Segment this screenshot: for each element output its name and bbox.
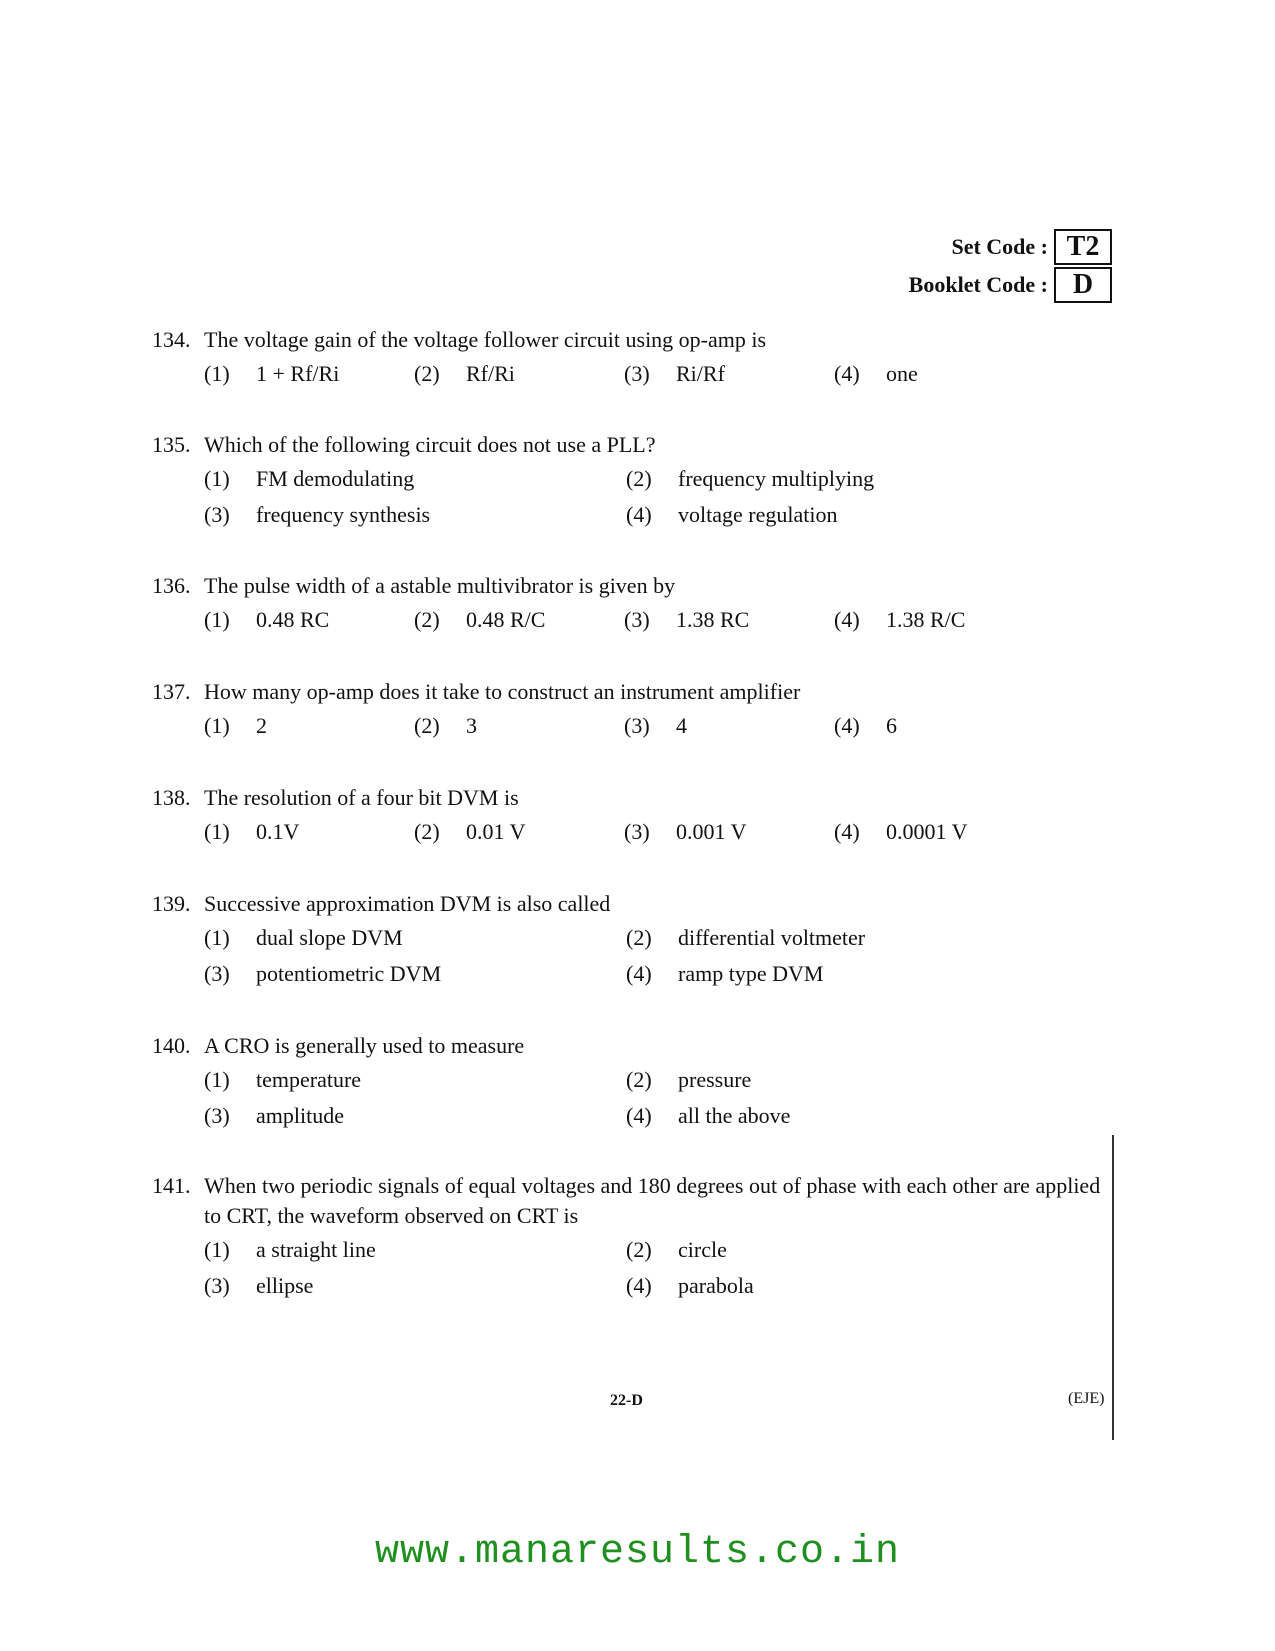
answer-option	[204, 711, 414, 741]
option-number: (4)	[834, 819, 860, 844]
set-code-label: Set Code :	[951, 234, 1048, 259]
option-text: 0.48 RC	[256, 607, 330, 632]
question-stem	[152, 1171, 1122, 1231]
question-text: A CRO is generally used to measure	[204, 1033, 525, 1058]
question-text: Which of the following circuit does not use a PLL?	[204, 432, 656, 457]
question	[152, 1031, 1122, 1131]
watermark-url: www.manaresults.co.in	[374, 1530, 901, 1575]
option-text: amplitude	[256, 1103, 344, 1128]
answer-option	[204, 1235, 626, 1265]
question-text: How many op-amp does it take to construct an instrument amplifier	[204, 679, 801, 704]
option-text: ramp type DVM	[678, 961, 824, 986]
question-stem	[152, 430, 1122, 460]
answer-option	[624, 359, 834, 389]
option-number: (4)	[626, 1273, 652, 1298]
question-stem	[152, 677, 1122, 707]
question-stem	[152, 889, 1122, 919]
option-number: (2)	[414, 713, 440, 738]
option-text: 1 + Rf/Ri	[256, 361, 340, 386]
question	[152, 889, 1122, 989]
question	[152, 571, 1122, 635]
option-number: (3)	[204, 502, 230, 527]
question-stem	[152, 325, 1122, 355]
answer-option	[626, 500, 1026, 530]
answer-option	[204, 464, 626, 494]
option-text: 3	[466, 713, 477, 738]
option-list	[204, 711, 1122, 741]
option-list	[204, 605, 1122, 635]
option-number: (1)	[204, 925, 230, 950]
option-number: (1)	[204, 466, 230, 491]
option-text: 0.1V	[256, 819, 300, 844]
answer-option	[624, 711, 834, 741]
answer-option	[834, 711, 1044, 741]
code-header	[909, 228, 1112, 304]
question-stem	[152, 1031, 1122, 1061]
option-number: (1)	[204, 607, 230, 632]
option-number: (1)	[204, 713, 230, 738]
option-text: 2	[256, 713, 267, 738]
answer-option	[204, 817, 414, 847]
question-text: The voltage gain of the voltage follower circuit using op-amp is	[204, 327, 767, 352]
option-number: (1)	[204, 819, 230, 844]
option-number: (3)	[624, 607, 650, 632]
set-code-box: T2	[1054, 229, 1112, 265]
option-text: frequency synthesis	[256, 502, 431, 527]
question-stem	[152, 783, 1122, 813]
option-number: (2)	[414, 819, 440, 844]
question	[152, 1171, 1122, 1301]
answer-option	[624, 605, 834, 635]
option-number: (2)	[626, 1067, 652, 1092]
footer-code: (EJE)	[1068, 1390, 1105, 1407]
option-text: Ri/Rf	[676, 361, 725, 386]
answer-option	[626, 1271, 1026, 1301]
scan-edge-line	[1112, 1135, 1114, 1440]
option-number: (3)	[624, 361, 650, 386]
question	[152, 677, 1122, 741]
answer-option	[204, 1271, 626, 1301]
option-number: (3)	[204, 1103, 230, 1128]
option-number: (2)	[626, 466, 652, 491]
booklet-code-row	[909, 266, 1112, 304]
answer-option	[414, 711, 624, 741]
answer-option	[624, 817, 834, 847]
option-text: a straight line	[256, 1237, 376, 1262]
answer-option	[626, 1101, 1026, 1131]
option-number: (1)	[204, 1067, 230, 1092]
option-number: (4)	[626, 961, 652, 986]
option-number: (2)	[626, 1237, 652, 1262]
option-text: voltage regulation	[678, 502, 838, 527]
option-text: frequency multiplying	[678, 466, 875, 491]
option-text: 1.38 RC	[676, 607, 750, 632]
answer-option	[834, 359, 1044, 389]
answer-option	[834, 605, 1044, 635]
option-text: differential voltmeter	[678, 925, 866, 950]
answer-option	[834, 817, 1044, 847]
answer-option	[626, 923, 1026, 953]
option-number: (1)	[204, 1237, 230, 1262]
option-text: 0.0001 V	[886, 819, 968, 844]
question-text: When two periodic signals of equal voltages and 180 degrees out of phase with each other are applied to CRT, the waveform observed on CRT is	[204, 1173, 1101, 1228]
option-text: 6	[886, 713, 897, 738]
option-text: ellipse	[256, 1273, 314, 1298]
option-list	[204, 817, 1122, 847]
option-text: dual slope DVM	[256, 925, 403, 950]
option-number: (4)	[626, 1103, 652, 1128]
booklet-code-label: Booklet Code :	[908, 272, 1048, 297]
set-code-row	[909, 228, 1112, 266]
option-number: (3)	[204, 961, 230, 986]
question	[152, 783, 1122, 847]
option-list	[204, 1065, 1122, 1131]
option-text: circle	[678, 1237, 727, 1262]
option-number: (4)	[626, 502, 652, 527]
option-text: parabola	[678, 1273, 754, 1298]
option-list	[204, 1235, 1122, 1301]
option-number: (3)	[624, 819, 650, 844]
question-number: 138.	[152, 785, 191, 810]
option-text: 0.01 V	[466, 819, 526, 844]
answer-option	[204, 500, 626, 530]
answer-option	[204, 1101, 626, 1131]
question-number: 134.	[152, 327, 191, 352]
option-number: (3)	[204, 1273, 230, 1298]
answer-option	[414, 605, 624, 635]
option-list	[204, 359, 1122, 389]
option-number: (2)	[414, 607, 440, 632]
option-text: potentiometric DVM	[256, 961, 442, 986]
answer-option	[204, 605, 414, 635]
question-number: 141.	[152, 1173, 191, 1198]
answer-option	[204, 923, 626, 953]
question-number: 140.	[152, 1033, 191, 1058]
answer-option	[626, 464, 1026, 494]
option-number: (3)	[624, 713, 650, 738]
question-number: 139.	[152, 891, 191, 916]
option-list	[204, 923, 1122, 989]
question-number: 135.	[152, 432, 191, 457]
option-text: pressure	[678, 1067, 752, 1092]
option-text: temperature	[256, 1067, 362, 1092]
option-text: 0.48 R/C	[466, 607, 546, 632]
question-text: The resolution of a four bit DVM is	[204, 785, 519, 810]
option-text: one	[886, 361, 918, 386]
answer-option	[204, 1065, 626, 1095]
question-number: 136.	[152, 573, 191, 598]
booklet-code-box: D	[1054, 267, 1112, 303]
option-text: FM demodulating	[256, 466, 415, 491]
answer-option	[626, 1235, 1026, 1265]
answer-option	[626, 1065, 1026, 1095]
question	[152, 325, 1122, 389]
option-number: (4)	[834, 361, 860, 386]
option-number: (4)	[834, 607, 860, 632]
page-number: 22-D	[610, 1392, 643, 1409]
option-number: (1)	[204, 361, 230, 386]
answer-option	[626, 959, 1026, 989]
option-text: 0.001 V	[676, 819, 747, 844]
question-text: The pulse width of a astable multivibrator is given by	[204, 573, 676, 598]
question	[152, 430, 1122, 530]
option-number: (2)	[414, 361, 440, 386]
question-text: Successive approximation DVM is also called	[204, 891, 611, 916]
option-number: (4)	[834, 713, 860, 738]
option-number: (2)	[626, 925, 652, 950]
answer-option	[204, 359, 414, 389]
question-stem	[152, 571, 1122, 601]
answer-option	[204, 959, 626, 989]
option-text: 4	[676, 713, 687, 738]
answer-option	[414, 817, 624, 847]
option-text: 1.38 R/C	[886, 607, 966, 632]
question-number: 137.	[152, 679, 191, 704]
answer-option	[414, 359, 624, 389]
option-text: all the above	[678, 1103, 791, 1128]
option-list	[204, 464, 1122, 530]
option-text: Rf/Ri	[466, 361, 515, 386]
